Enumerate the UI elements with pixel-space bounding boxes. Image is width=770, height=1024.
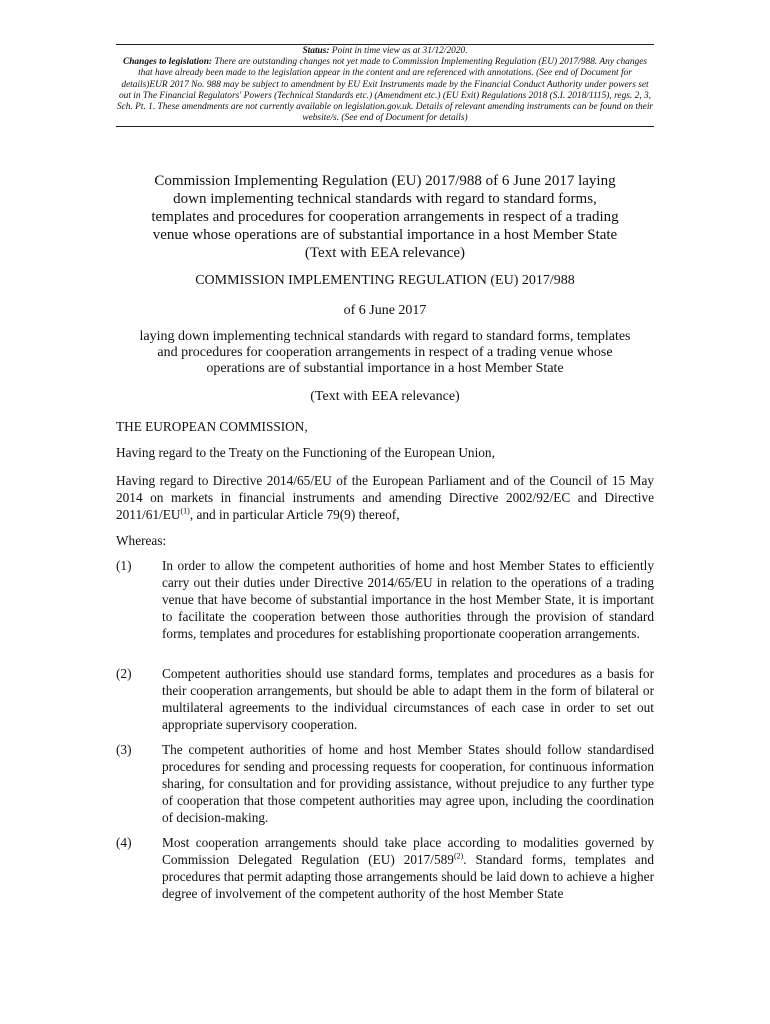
whereas-heading: Whereas: xyxy=(116,533,167,548)
recital-item xyxy=(116,665,654,733)
regulation-date: of 6 June 2017 xyxy=(343,303,427,318)
commission-heading: THE EUROPEAN COMMISSION, xyxy=(116,419,308,434)
recital-item xyxy=(116,834,654,902)
changes-text: There are outstanding changes not yet made to Commission Implementing Regulation (EU) 2017/988. Any changes that have already been made to the legislation appear in the content and are referenced with annotations. (See end of Document for details)EUR 2017 No. 988 may be subject to amendment by EU Exit Instruments made by the Financial Conduct Authority under powers set out in The Financial Regulators' Powers (Technical Standards etc.) (Amendment etc.) (EU Exit) Regulations 2018 (S.I. 2018/1115), regs. 2, 3, Sch. Pt. 1. These amendments are not currently available on legislation.gov.uk. Details of relevant amending instruments can be found on their website/s. (See end of Document for details) xyxy=(116,57,654,124)
status-box xyxy=(116,44,654,127)
recital-number: (2) xyxy=(116,666,132,681)
recital-number: (3) xyxy=(116,742,132,757)
recital-number: (4) xyxy=(116,835,132,850)
changes-label: Changes to legislation: xyxy=(122,57,213,68)
recital-text-part: . Standard forms, templates and procedures that permit adapting those arrangements should be laid down to achieve a higher degree of involvement of the competent authority of the host Member State xyxy=(162,852,654,901)
recital-text: The competent authorities of home and host Member States should follow standardised procedures for sending and processing requests for cooperation, for continuous information sharing, for consultation and for providing assistance, without prejudice to any further type of cooperation that those competent authorities may agree upon, including the coordination of decision-making. xyxy=(162,742,654,825)
recital-text xyxy=(162,834,654,902)
recital-text-part: Most cooperation arrangements should take place according to modalities governed by Commission Delegated Regulation (EU) 2017/589 xyxy=(162,835,654,867)
eea-relevance-note: (Text with EEA relevance) xyxy=(310,389,460,404)
status-label: Status: xyxy=(302,46,330,56)
recital-item xyxy=(116,557,654,642)
regard-directive-text-end: , and in particular Article 79(9) thereof, xyxy=(189,507,400,522)
regulation-subject: laying down implementing technical standards with regard to standard forms, templates and procedures for cooperation arrangements in respect of a trading venue whose operations are of substantial importance in a host Member State xyxy=(139,329,631,376)
status-text: Point in time view as at 31/12/2020. xyxy=(331,46,468,56)
recital-text: Competent authorities should use standard forms, templates and procedures as a basis for their cooperation arrangements, but should be able to adapt them in the form of bilateral or multilateral agreements to the individual circumstances of each case in order to set out appropriate supervisory cooperation. xyxy=(162,666,654,732)
footnote-ref-1[interactable]: (1) xyxy=(180,506,190,516)
regard-directive-text: Having regard to Directive 2014/65/EU of the European Parliament and of the Council of 15 May 2014 on markets in financial instruments and amending Directive 2002/92/EC and Directive 2011/61/EU xyxy=(116,473,654,522)
footnote-ref-2[interactable]: (2) xyxy=(453,851,464,861)
document-title: Commission Implementing Regulation (EU) 2017/988 of 6 June 2017 laying down implementing technical standards with regard to standard forms, templates and procedures for cooperation arrangements in respect of a trading venue whose operations are of substantial importance in a host Member State (Text with EEA relevance) xyxy=(151,173,619,261)
recital-number: (1) xyxy=(116,558,132,573)
regulation-heading: COMMISSION IMPLEMENTING REGULATION (EU) 2017/988 xyxy=(195,273,575,288)
recital-item xyxy=(116,741,654,826)
regard-treaty: Having regard to the Treaty on the Functioning of the European Union, xyxy=(116,445,495,460)
regard-directive xyxy=(116,472,654,523)
recital-text: In order to allow the competent authorities of home and host Member States to efficiently carry out their duties under Directive 2014/65/EU in relation to the operations of a trading venue that have become of substantial importance in the host Member State, it is important to facilitate the cooperation between those authorities through the provision of standard forms, templates and procedures for establishing proportionate cooperation arrangements. xyxy=(162,558,654,641)
